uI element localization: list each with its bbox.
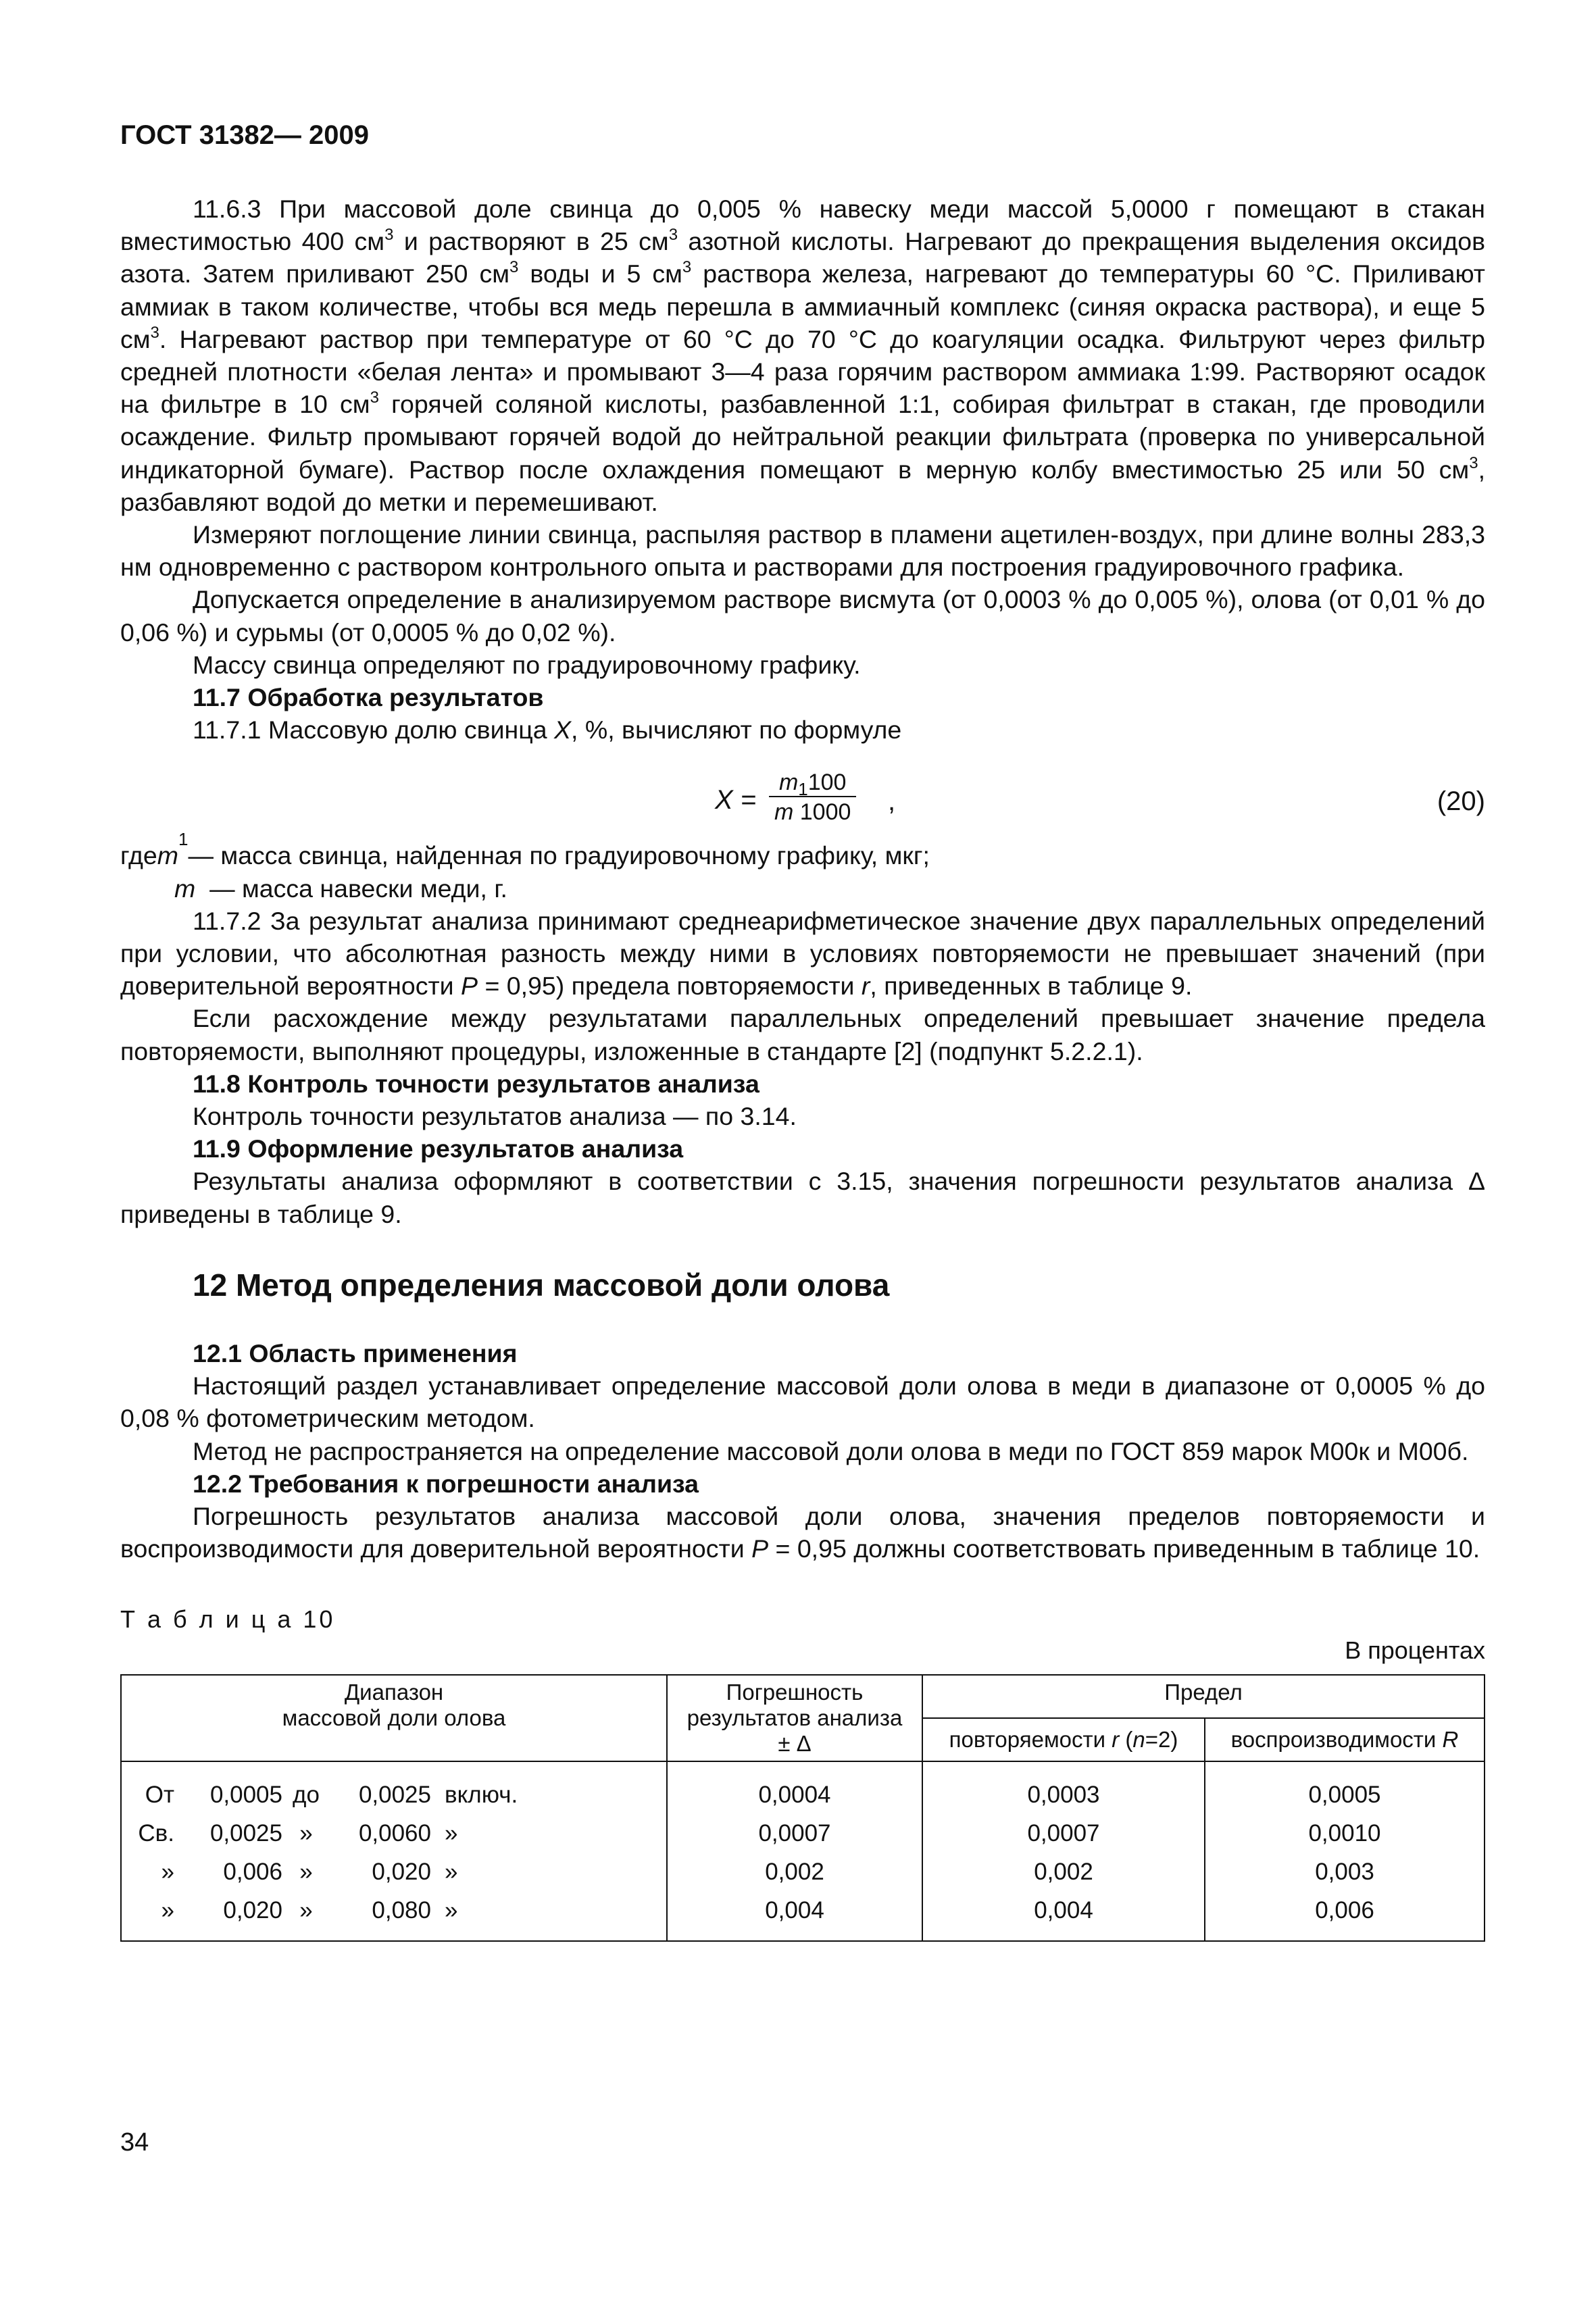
paragraph-results: Результаты анализа оформляют в соответствии с 3.15, значения погрешности результатов анализа Δ приведены в таблице 9. [120, 1167, 1485, 1228]
heading-11-7: 11.7 Обработка результатов [193, 683, 544, 712]
formula-number: (20) [1437, 786, 1485, 817]
page-number: 34 [120, 2128, 149, 2157]
paragraph-accuracy: Погрешность результатов анализа массовой доли олова, значения пределов повторяемости и воспроизводимости для доверительной вероятности P = 0,95 должны соответствовать приведенным в таблице 10. [120, 1501, 1485, 1563]
paragraph-11-7-1: 11.7.1 Массовую долю свинца X, %, вычисляют по формуле [193, 715, 902, 745]
paragraph-discrepancy: Если расхождение между результатами параллельных определений превышает значение предела повторяемости, выполняют процедуры, изложенные в стандарте [2] (подпункт 5.2.2.1). [120, 1004, 1485, 1065]
table-row: » 0,020 » 0,080 » 0,004 0,004 0,006 [121, 1891, 1485, 1941]
paragraph-allowed: Допускается определение в анализируемом растворе висмута (от 0,0003 % до 0,005 %), олова (от 0,01 % до 0,06 %) и сурьмы (от 0,0005 % до 0,02 %). [120, 585, 1485, 647]
header-limit: Предел [922, 1675, 1485, 1718]
paragraph-11-6-3: 11.6.3 При массовой доле свинца до 0,005 % навеску меди массой 5,0000 г помещают в стакан вместимостью 400 $см^3$ и растворяют в 25 $см^3$ азотной кислоты. Нагревают до прекращения выделения оксидов азота. Затем приливают 250 $см^3$ воды и 5 $см^3$ раствора железа, нагревают до температуры 60 °С. Приливают аммиак в таком количестве, чтобы вся медь перешла в аммиачный комплекс (синяя окраска раствора), и еще 5 $см^3$. Нагревают раствор при температуре от 60 °С до 70 °С до коагуляции осадка. Фильтруют через фильтр средней плотности «белая лента» и промывают 3—4 раза горячим раствором аммиака 1:99. Растворяют осадок на фильтре в 10 $см^3$ горячей соляной кислоты, разбавленной 1:1, собирая фильтрат в стакан, где проводили осаждение. Фильтр промывают горячей водой до нейтральной реакции фильтрата (проверка по универсальной индикаторной бумаге). Раствор после охлаждения помещают в мерную колбу вместимостью 25 или 50 $см^3$, разбавляют водой до метки и перемешивают. [120, 195, 1486, 516]
where-m: m — масса навески меди, г. [174, 874, 507, 903]
header-reproducibility: воспроизводимости R [1205, 1718, 1485, 1761]
document-page [120, 120, 1485, 1942]
heading-11-8: 11.8 Контроль точности результатов анализа [193, 1069, 759, 1098]
formula-20: X = $\frac{m_1100}{m 1000}$ , (20) [120, 766, 1485, 834]
paragraph-measure: Измеряют поглощение линии свинца, распыляя раствор в пламени ацетилен-воздух, при длине волны 283,3 нм одновременно с раствором контрольного опыта и растворами для построения градуировочного графика. [120, 520, 1485, 582]
where-m1: где m 1 — масса свинца, найденная по градуировочному графику, мкг; [120, 829, 930, 870]
paragraph-mass: Массу свинца определяют по градуировочному графику. [193, 650, 861, 679]
formula-fraction: $\frac{m_1100}{m 1000}$ [769, 769, 856, 827]
paragraph-exclusion: Метод не распространяется на определение массовой доли олова в меди по ГОСТ 859 марок М00к и М00б. [193, 1436, 1469, 1465]
section-title-12: 12 Метод определения массовой доли олова [193, 1267, 890, 1303]
heading-11-9: 11.9 Оформление результатов анализа [193, 1134, 684, 1163]
table-row: Св. 0,0025 » 0,0060 » 0,0007 0,0007 0,0010 [121, 1814, 1485, 1853]
table-10 [120, 1674, 1485, 1942]
table-row: От 0,0005 до 0,0025 включ. 0,0004 0,0003 0,0005 [121, 1761, 1485, 1814]
table-caption: Т а б л и ц а 10 [120, 1605, 336, 1634]
formula-lhs: X = [715, 785, 757, 815]
paragraph-11-7-2: 11.7.2 За результат анализа принимают среднеарифметическое значение двух параллельных определений при условии, что абсолютная разность между ними в условиях повторяемости не превышает значений (при доверительной вероятности P = 0,95) предела повторяемости r, приведенных в таблице 9. [120, 906, 1485, 1001]
heading-12-2: 12.2 Требования к погрешности анализа [193, 1469, 699, 1498]
table-row: » 0,006 » 0,020 » 0,002 0,002 0,003 [121, 1853, 1485, 1891]
header-repeatability: повторяемости r (n=2) [922, 1718, 1205, 1761]
table-unit: В процентах [1345, 1636, 1485, 1665]
heading-12-1: 12.1 Область применения [193, 1338, 518, 1367]
paragraph-scope: Настоящий раздел устанавливает определение массовой доли олова в меди в диапазоне от 0,0005 % до 0,08 % фотометрическим методом. [120, 1372, 1485, 1433]
header-error: Погрешность результатов анализа ± Δ [667, 1675, 922, 1761]
document-header: ГОСТ 31382— 2009 [120, 120, 370, 150]
header-range: Диапазон массовой доли олова [121, 1675, 667, 1761]
paragraph-control: Контроль точности результатов анализа — по 3.14. [193, 1102, 797, 1131]
